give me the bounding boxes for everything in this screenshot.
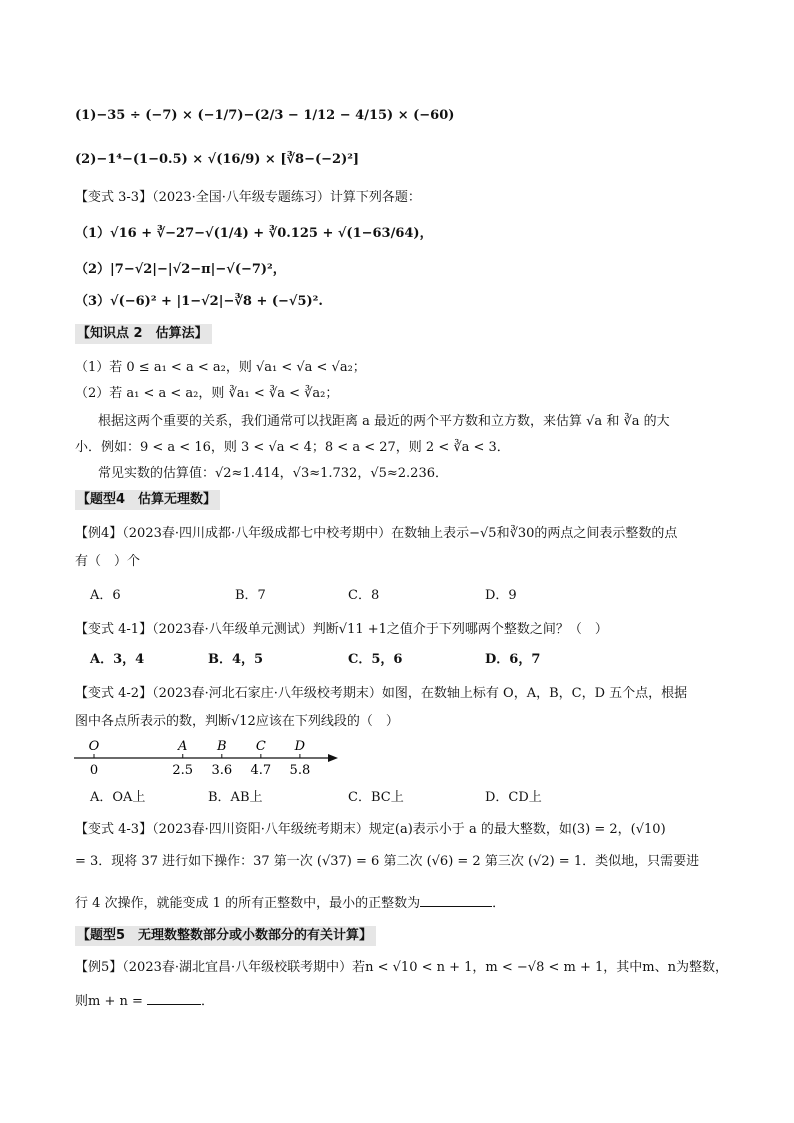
example-4-options xyxy=(90,586,710,606)
variant-3-3-title: 【变式 3-3】（2023·全国·八年级专题练习）计算下列各题： xyxy=(75,190,421,205)
option-a[interactable]: A．3，4 xyxy=(90,652,145,667)
point-label-d: D xyxy=(294,739,306,754)
point-value-o: 0 xyxy=(89,763,99,778)
knowledge-point-2-heading: 【知识点 2 估算法】 xyxy=(75,324,212,344)
point-label-a: A xyxy=(178,739,188,754)
topic-5-heading: 【题型5 无理数整数部分或小数部分的有关计算】 xyxy=(75,926,376,946)
variant-4-3-text: 行 4 次操作，就能变成 1 的所有正整数中，最小的正整数为 xyxy=(75,896,421,911)
option-a[interactable]: A．OA上 xyxy=(90,790,146,805)
point-label-o: O xyxy=(88,739,100,754)
knowledge-rule-1: （1）若 0 ≤ a₁ < a < a₂，则 √a₁ < √a < √a₂； xyxy=(75,360,366,375)
number-line-figure xyxy=(72,736,342,780)
option-c[interactable]: C．8 xyxy=(348,588,380,603)
option-d[interactable]: D．CD上 xyxy=(485,790,542,805)
option-a[interactable]: A．6 xyxy=(90,588,121,603)
point-value-b: 3.6 xyxy=(211,763,233,778)
variant-4-2-options xyxy=(90,788,710,808)
point-value-a: 2.5 xyxy=(172,763,194,778)
knowledge-rule-2: （2）若 a₁ < a < a₂，则 ∛a₁ < ∛a < ∛a₂； xyxy=(75,386,339,401)
example-5-line-1: 【例5】（2023春·湖北宜昌·八年级校联考期中）若n < √10 < n + 1，m < −√8 < m + 1，其中m、n为整数， xyxy=(75,960,728,975)
variant-3-3-item-1: （1）√16 + ∛−27−√(1/4) + ∛0.125 + √(1−63/64)， xyxy=(75,226,433,241)
option-d[interactable]: D．6，7 xyxy=(485,652,541,667)
answer-blank[interactable] xyxy=(147,992,201,1005)
option-c[interactable]: C．5，6 xyxy=(348,652,403,667)
point-value-d: 5.8 xyxy=(289,763,311,778)
variant-4-3-line-2: = 3．现将 37 进行如下操作：37 第一次 (√37) = 6 第二次 (√6) = 2 第三次 (√2) = 1．类似地，只需要进 xyxy=(75,854,700,869)
variant-4-3-line-1: 【变式 4-3】（2023春·四川资阳·八年级统考期末）规定(a)表示小于 a 的最大整数，如(3) = 2，(√10) xyxy=(75,822,666,837)
period: ． xyxy=(492,896,506,911)
variant-4-2-line-1: 【变式 4-2】（2023春·河北石家庄·八年级校考期末）如图，在数轴上标有 O，A，B，C，D 五个点，根据 xyxy=(75,686,688,701)
variant-4-1: 【变式 4-1】（2023春·八年级单元测试）判断√11 +1之值介于下列哪两个整数之间？（ ） xyxy=(75,622,608,637)
period: ． xyxy=(201,994,215,1009)
option-b[interactable]: B．7 xyxy=(235,588,266,603)
knowledge-explanation-2: 小．例如：9 < a < 16，则 3 < √a < 4；8 < a < 27，则 2 < ∛a < 3． xyxy=(75,440,510,455)
variant-4-3-line-3 xyxy=(75,894,505,914)
example-5-text: 则m + n = xyxy=(75,994,143,1009)
point-value-c: 4.7 xyxy=(250,763,272,778)
variant-3-3-item-3: （3）√(−6)² + |1−√2|−∛8 + (−√5)². xyxy=(75,294,323,309)
option-b[interactable]: B．AB上 xyxy=(208,790,263,805)
knowledge-explanation-1: 根据这两个重要的关系，我们通常可以找距离 a 最近的两个平方数和立方数，来估算 √a 和 ∛a 的大 xyxy=(98,414,670,429)
variant-3-3-item-2: （2）|7−√2|−|√2−π|−√(−7)²， xyxy=(75,262,286,277)
example-5-line-2 xyxy=(75,992,214,1012)
answer-blank[interactable] xyxy=(420,894,492,907)
example-4-line-1: 【例4】（2023春·四川成都·八年级成都七中校考期中）在数轴上表示−√5和∛30的两点之间表示整数的点 xyxy=(75,526,678,541)
point-label-c: C xyxy=(255,739,266,754)
number-line-arrow xyxy=(328,754,338,762)
option-d[interactable]: D．9 xyxy=(485,588,517,603)
variant-4-1-options xyxy=(90,650,710,670)
example-4-line-2: 有（ ）个 xyxy=(75,554,141,569)
expression-2: (2)−1⁴−(1−0.5) × √(16/9) × [∛8−(−2)²] xyxy=(75,152,360,167)
common-estimates: 常见实数的估算值：√2≈1.414，√3≈1.732，√5≈2.236． xyxy=(98,466,448,481)
topic-4-heading: 【题型4 估算无理数】 xyxy=(75,490,220,510)
variant-4-2-line-2: 图中各点所表示的数，判断√12应该在下列线段的（ ） xyxy=(75,714,399,729)
point-label-b: B xyxy=(217,739,227,754)
expression-1: (1)−35 ÷ (−7) × (−1/7)−(2/3 − 1/12 − 4/15) × (−60) xyxy=(75,108,455,123)
option-c[interactable]: C．BC上 xyxy=(348,790,404,805)
option-b[interactable]: B．4，5 xyxy=(208,652,264,667)
